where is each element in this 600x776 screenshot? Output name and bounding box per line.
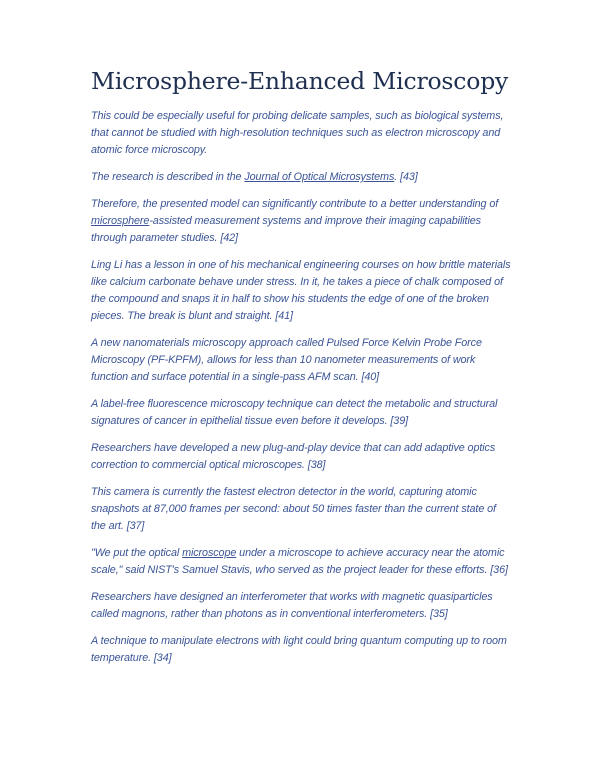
paragraph-9-after: under a microscope to achieve accuracy near the atomic scale," said NIST's Samuel Stavis, who served as the project leader for these efforts. [36] bbox=[91, 547, 508, 576]
paragraph-3-after: -assisted measurement systems and improve their imaging capabilities through parameter studies. [42] bbox=[91, 215, 481, 244]
microsphere-link[interactable]: microsphere bbox=[91, 215, 150, 227]
paragraph-7: Researchers have developed a new plug-and-play device that can add adaptive optics correction to commercial optical microscopes. [38] bbox=[91, 442, 496, 471]
paragraph-6: A label-free fluorescence microscopy technique can detect the metabolic and structural signatures of cancer in epithelial tissue even before it develops. [39] bbox=[91, 398, 498, 427]
paragraph-1: This could be especially useful for probing delicate samples, such as biological systems, that cannot be studied with high-resolution techniques such as electron microscopy and atomic force microscopy. bbox=[91, 110, 504, 156]
paragraph-3 bbox=[91, 196, 511, 247]
paragraph-3-before: Therefore, the presented model can significantly contribute to a better understanding of bbox=[91, 198, 499, 210]
paragraph-2 bbox=[91, 169, 511, 186]
paragraph-2-after: . [43] bbox=[394, 171, 418, 183]
paragraph-2-before: The research is described in the bbox=[91, 171, 245, 183]
microscope-link[interactable]: microscope bbox=[182, 547, 237, 559]
journal-link[interactable]: Journal of Optical Microsystems bbox=[244, 171, 395, 183]
paragraph-10: Researchers have designed an interferometer that works with magnetic quasiparticles called magnons, rather than photons as in conventional interferometers. [35] bbox=[91, 591, 493, 620]
paragraph-8: This camera is currently the fastest electron detector in the world, capturing atomic snapshots at 87,000 frames per second: about 50 times faster than the current state of the art. [37] bbox=[91, 486, 496, 532]
page-title: Microsphere-Enhanced Microscopy bbox=[91, 67, 509, 95]
paragraph-5: A new nanomaterials microscopy approach called Pulsed Force Kelvin Probe Force Microscopy (PF-KPFM), allows for less than 10 nanometer measurements of work function and surface potential in a single-pass AFM scan. [40] bbox=[91, 337, 482, 383]
paragraph-11: A technique to manipulate electrons with light could bring quantum computing up to room temperature. [34] bbox=[91, 635, 507, 664]
paragraph-4: Ling Li has a lesson in one of his mechanical engineering courses on how brittle materials like calcium carbonate behave under stress. In it, he takes a piece of chalk composed of the compound and snaps it in half to show his students the edge of one of the broken pieces. The break is blunt and straight. [41] bbox=[91, 259, 511, 322]
paragraph-9 bbox=[91, 545, 511, 579]
paragraph-9-before: "We put the optical bbox=[91, 547, 183, 559]
article-body bbox=[91, 108, 511, 677]
